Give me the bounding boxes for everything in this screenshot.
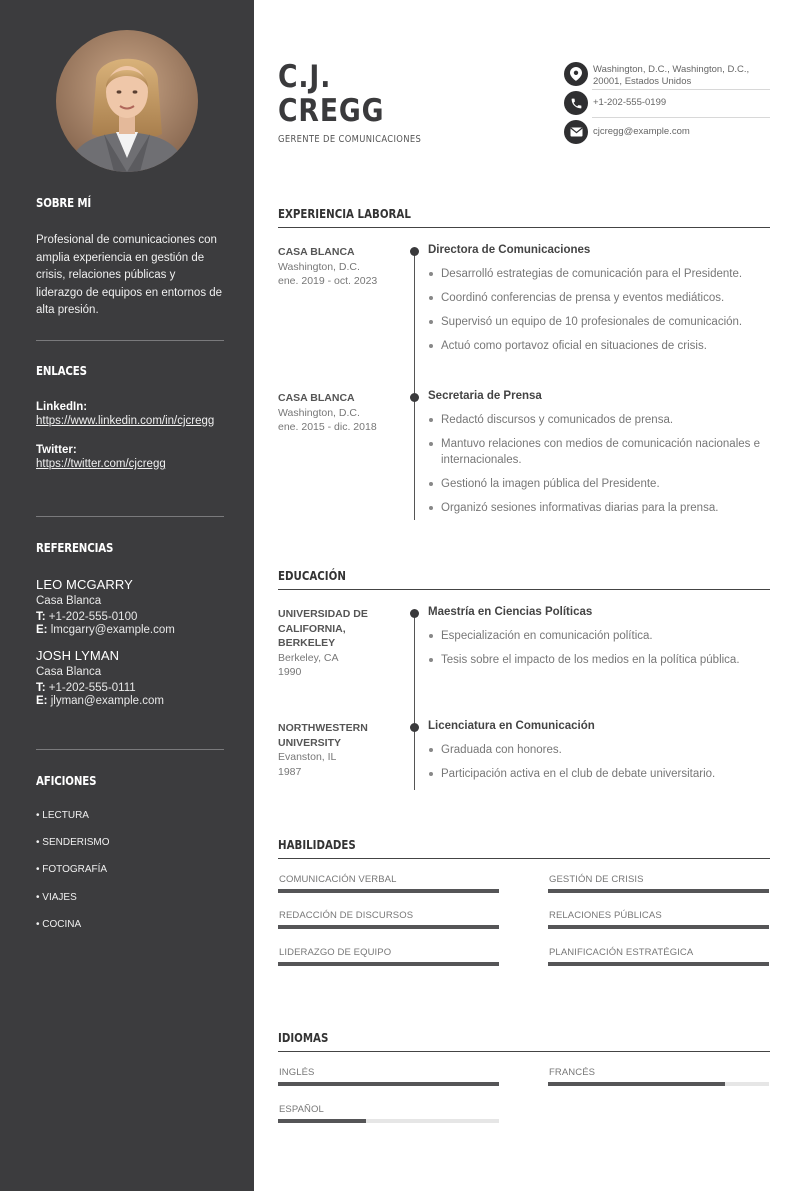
hobby-item: • VIAJES: [36, 891, 77, 903]
timeline-dot: [410, 723, 419, 732]
skill-bar: [548, 889, 769, 893]
reference-email-value: jlyman@example.com: [50, 695, 164, 707]
references-heading: REFERENCIAS: [36, 540, 114, 555]
email-text[interactable]: cjcregg@example.com: [593, 126, 690, 137]
year: 1990: [278, 666, 302, 678]
bullet-item: Mantuvo relaciones con medios de comunicación nacionales e internacionales.: [428, 436, 770, 468]
hobbies-section: [36, 773, 224, 946]
reference-phone: [36, 682, 224, 694]
sidebar-divider: [36, 749, 224, 750]
timeline-dot: [410, 247, 419, 256]
about-section: [36, 195, 224, 320]
reference-org: Casa Blanca: [36, 595, 102, 607]
reference-phone-value: +1-202-555-0111: [48, 682, 136, 694]
name-line-1: C.J.: [278, 59, 332, 95]
reference-email: [36, 624, 224, 636]
skill-bar: [548, 925, 769, 929]
experience-detail: [428, 244, 770, 362]
location: Washington, D.C.: [278, 260, 360, 273]
skills-heading: HABILIDADES: [278, 837, 356, 852]
hobby-item: • LECTURA: [36, 810, 89, 821]
skill-name: GESTIÓN DE CRISIS: [549, 874, 644, 885]
sidebar: [0, 0, 254, 1191]
hobby-item: • COCINA: [36, 918, 82, 930]
reference-phone-value: +1-202-555-0100: [48, 611, 138, 623]
bullet-list: [428, 266, 770, 354]
language-name: ESPAÑOL: [279, 1104, 324, 1115]
phone-text: +1-202-555-0199: [593, 97, 667, 108]
skill-name: LIDERAZGO DE EQUIPO: [279, 947, 392, 958]
timeline-dot: [410, 609, 419, 618]
bullet-item: Coordinó conferencias de prensa y eventos mediáticos.: [428, 290, 770, 306]
twitter-link[interactable]: https://twitter.com/cjcregg: [36, 458, 166, 470]
skill-bar-fill: [548, 925, 769, 929]
experience-detail: [428, 390, 770, 524]
references-section: [36, 540, 224, 707]
email-prefix: E:: [36, 695, 48, 707]
hobbies-heading: AFICIONES: [36, 773, 97, 788]
skill-bar-fill: [548, 962, 769, 966]
bullet-item: Gestionó la imagen pública del Presidente.: [428, 476, 770, 492]
role-title: Secretaria de Prensa: [428, 390, 542, 402]
skill-item: [278, 874, 499, 893]
link-label: LinkedIn:: [36, 401, 88, 413]
education-detail: [428, 720, 770, 790]
employer: CASA BLANCA: [278, 246, 355, 258]
section-rule: [278, 227, 770, 228]
skill-item: [278, 947, 499, 966]
phone-prefix: T:: [36, 682, 46, 694]
links-section: [36, 363, 224, 472]
language-bar-fill: [548, 1082, 725, 1086]
contact-email: [564, 120, 770, 144]
skill-item: [548, 874, 769, 893]
location: Berkeley, CA: [278, 651, 339, 664]
education-timeline: [414, 614, 415, 790]
location: Evanston, IL: [278, 751, 337, 763]
bullet-item: Desarrolló estrategias de comunicación para el Presidente.: [428, 266, 770, 282]
mail-icon: [564, 120, 588, 144]
hobbies-list: [36, 810, 224, 946]
reference-item: [36, 577, 224, 636]
link-label: Twitter:: [36, 444, 77, 456]
skill-bar: [278, 889, 499, 893]
skill-name: REDACCIÓN DE DISCURSOS: [279, 910, 414, 921]
skill-name: COMUNICACIÓN VERBAL: [279, 874, 397, 885]
language-bar: [278, 1119, 499, 1123]
experience-meta: [278, 391, 398, 435]
skill-bar-fill: [278, 962, 499, 966]
language-bar-fill: [278, 1119, 366, 1123]
bullet-list: [428, 742, 770, 782]
language-bar: [548, 1082, 769, 1086]
phone-icon: [564, 91, 588, 115]
employer: CASA BLANCA: [278, 392, 355, 404]
bullet-list: [428, 412, 770, 516]
language-item: [548, 1067, 769, 1086]
profile-photo: [56, 30, 198, 172]
skill-bar-fill: [278, 925, 499, 929]
reference-name: LEO MCGARRY: [36, 577, 133, 592]
location: Washington, D.C.: [278, 406, 360, 419]
reference-phone: [36, 611, 224, 623]
institution: UNIVERSIDAD DE CALIFORNIA, BERKELEY: [278, 608, 368, 649]
hobby-item: • FOTOGRAFÍA: [36, 864, 108, 876]
section-rule: [278, 1051, 770, 1052]
reference-email: [36, 695, 224, 707]
education-heading: EDUCACIÓN: [278, 568, 346, 583]
skill-name: RELACIONES PÚBLICAS: [549, 910, 662, 921]
skill-bar: [278, 925, 499, 929]
skill-item: [548, 947, 769, 966]
dates: ene. 2019 - oct. 2023: [278, 275, 378, 287]
phone-prefix: T:: [36, 611, 46, 623]
role-title: Directora de Comunicaciones: [428, 244, 591, 256]
degree-title: Maestría en Ciencias Políticas: [428, 606, 593, 618]
skill-name: PLANIFICACIÓN ESTRATÉGICA: [549, 947, 694, 958]
reference-name: JOSH LYMAN: [36, 648, 120, 663]
bullet-item: Graduada con honores.: [428, 742, 770, 758]
languages-heading: IDIOMAS: [278, 1030, 329, 1045]
about-text: Profesional de comunicaciones con amplia experiencia en gestión de crisis, relaciones públicas y liderazgo de equipos en entornos de alta presión.: [36, 234, 223, 316]
reference-item: [36, 648, 224, 707]
bullet-list: [428, 628, 770, 668]
hobby-item: • SENDERISMO: [36, 837, 110, 849]
language-bar: [278, 1082, 499, 1086]
bullet-item: Tesis sobre el impacto de los medios en la política pública.: [428, 652, 770, 668]
skill-item: [278, 910, 499, 929]
address-text: Washington, D.C., Washington, D.C., 20001, Estados Unidos: [593, 64, 750, 87]
bullet-item: Supervisó un equipo de 10 profesionales de comunicación.: [428, 314, 770, 330]
experience-heading: EXPERIENCIA LABORAL: [278, 206, 411, 221]
linkedin-link[interactable]: https://www.linkedin.com/in/cjcregg: [36, 415, 215, 427]
sidebar-divider: [36, 516, 224, 517]
sidebar-divider: [36, 340, 224, 341]
contact-phone: [564, 91, 770, 115]
reference-org: Casa Blanca: [36, 666, 102, 678]
contact-separator: [592, 89, 770, 90]
email-prefix: E:: [36, 624, 48, 636]
language-item: [278, 1104, 499, 1123]
contact-address: [564, 62, 770, 87]
language-name: FRANCÉS: [549, 1067, 596, 1078]
link-item-twitter: [36, 444, 224, 472]
experience-timeline: [414, 252, 415, 520]
education-meta: [278, 607, 388, 680]
year: 1987: [278, 765, 302, 778]
language-item: [278, 1067, 499, 1086]
skill-bar-fill: [278, 889, 499, 893]
bullet-item: Actuó como portavoz oficial en situaciones de crisis.: [428, 338, 770, 354]
person-name: [278, 60, 384, 128]
institution: NORTHWESTERN UNIVERSITY: [278, 722, 368, 749]
language-name: INGLÉS: [279, 1067, 315, 1078]
contact-separator: [592, 117, 770, 118]
section-rule: [278, 858, 770, 859]
skill-bar-fill: [548, 889, 769, 893]
bullet-item: Organizó sesiones informativas diarias para la prensa.: [428, 500, 770, 516]
name-line-2: CREGG: [278, 93, 385, 129]
link-item-linkedin: [36, 401, 224, 429]
education-detail: [428, 606, 770, 676]
bullet-item: Especialización en comunicación política.: [428, 628, 770, 644]
dates: ene. 2015 - dic. 2018: [278, 421, 377, 433]
skill-bar: [278, 962, 499, 966]
about-heading: SOBRE MÍ: [36, 195, 92, 210]
skill-item: [548, 910, 769, 929]
language-bar-fill: [278, 1082, 499, 1086]
links-heading: ENLACES: [36, 363, 87, 378]
job-title: GERENTE DE COMUNICACIONES: [278, 134, 422, 145]
bullet-item: Redactó discursos y comunicados de prensa.: [428, 412, 770, 428]
timeline-dot: [410, 393, 419, 402]
bullet-item: Participación activa en el club de debate universitario.: [428, 766, 770, 782]
degree-title: Licenciatura en Comunicación: [428, 720, 595, 732]
section-rule: [278, 589, 770, 590]
reference-email-value: lmcgarry@example.com: [50, 624, 175, 636]
education-meta: [278, 721, 388, 779]
location-pin-icon: [564, 62, 588, 86]
skill-bar: [548, 962, 769, 966]
experience-meta: [278, 245, 398, 289]
